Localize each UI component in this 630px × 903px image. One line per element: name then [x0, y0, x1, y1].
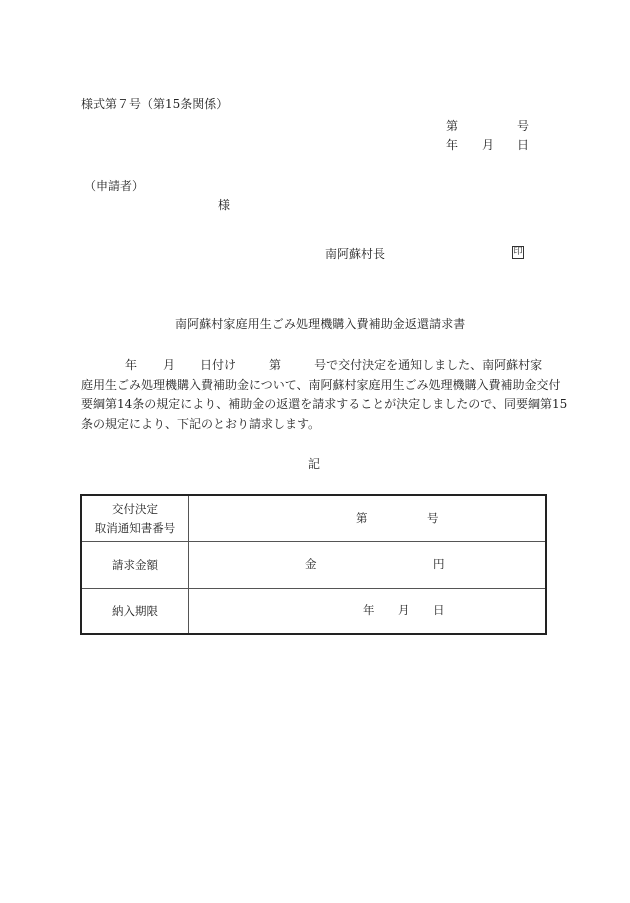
- table-value-cell: [189, 496, 545, 541]
- body-number-label: 第: [269, 358, 282, 372]
- body-line-1-rest: 号で交付決定を通知しました、南阿蘇村家: [314, 358, 543, 372]
- body-dated: 日付け: [200, 358, 237, 372]
- table-value-cell: [189, 542, 545, 588]
- body-line-3: 要綱第14条の規定により、補助金の返還を請求することが決定しましたので、同要綱第15: [81, 397, 568, 411]
- body-paragraph: [81, 356, 568, 434]
- label-line-1: 納入期限: [112, 603, 158, 618]
- amount-unit: 円: [433, 557, 445, 571]
- notice-number-suffix: 号: [427, 511, 439, 525]
- info-table: [80, 494, 547, 635]
- due-date-month: 月: [398, 603, 410, 617]
- body-line-1: [81, 356, 551, 376]
- due-date-year: 年: [363, 603, 375, 617]
- body-month: 月: [163, 358, 176, 372]
- seal-icon: 印: [513, 247, 523, 257]
- table-label-cell: [82, 496, 189, 541]
- table-row-due-date: [82, 589, 545, 633]
- document-title: 南阿蘇村家庭用生ごみ処理機購入費補助金返還請求書: [175, 317, 466, 331]
- document-number-label: 第: [446, 119, 459, 133]
- body-year: 年: [125, 358, 138, 372]
- table-value-cell: [189, 589, 545, 633]
- document-date-year: 年: [446, 138, 459, 152]
- due-date-day: 日: [433, 603, 445, 617]
- label-line-1: 交付決定: [112, 501, 158, 516]
- body-line-2: 庭用生ごみ処理機購入費補助金について、南阿蘇村家庭用生ごみ処理機購入費補助金交付: [81, 377, 561, 392]
- amount-prefix: 金: [305, 557, 317, 571]
- document-date-day: 日: [517, 138, 530, 152]
- label-line-1: 請求金額: [112, 557, 158, 572]
- notice-number-prefix: 第: [356, 511, 368, 525]
- ki-label: 記: [308, 457, 321, 471]
- form-number: 様式第７号（第15条関係）: [81, 97, 229, 111]
- document-number-suffix: 号: [517, 119, 530, 133]
- table-row-amount: [82, 542, 545, 589]
- body-line-4: 条の規定により、下記のとおり請求します。: [81, 416, 321, 431]
- applicant-label: （申請者）: [84, 179, 145, 193]
- document-date-month: 月: [482, 138, 495, 152]
- table-label-cell: [82, 542, 189, 588]
- table-row-notice-number: [82, 496, 545, 542]
- table-label-cell: [82, 589, 189, 633]
- issuer-name: 南阿蘇村長: [325, 247, 386, 261]
- applicant-honorific: 様: [218, 198, 231, 212]
- label-line-2: 取消通知書番号: [94, 520, 176, 535]
